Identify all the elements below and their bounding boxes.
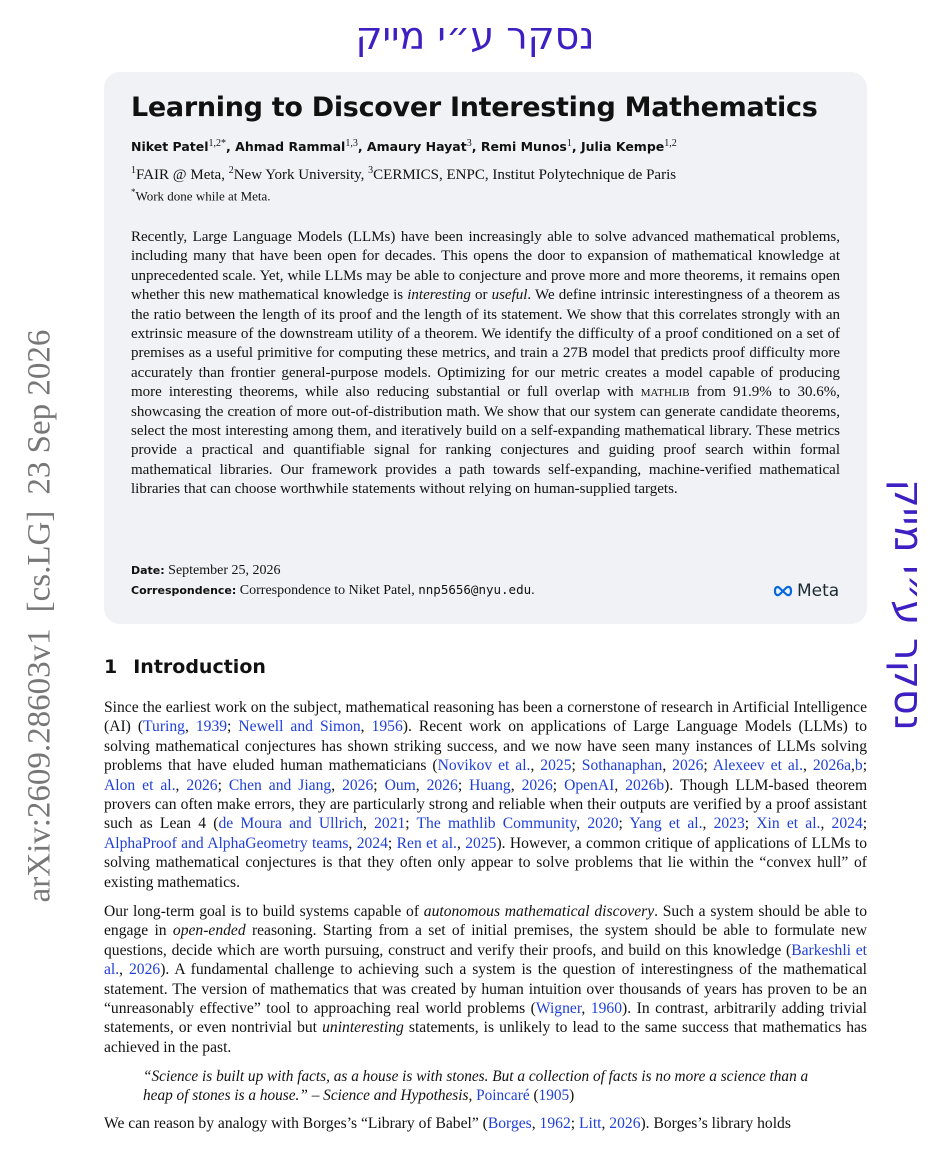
correspondence-text: Correspondence to Niket Patel, (239, 583, 419, 598)
affiliation-marker: 3 (368, 165, 374, 176)
author-affiliation-marker: 1,2* (208, 138, 227, 149)
arxiv-date: 23 Sep 2026 (21, 329, 58, 495)
author-list (131, 138, 677, 154)
author-name: Ahmad Rammal (235, 139, 346, 155)
meta-infinity-icon (772, 584, 794, 598)
date-line (131, 563, 281, 579)
citation-link[interactable]: Yang et al. (629, 815, 703, 833)
date-label: Date: (131, 564, 165, 577)
abstract-text: Recently, Large Language Models (LLMs) have been increasingly able to solve advanced mathematical problems, including many that have been open for decades. This opens the door to expansion of mathematical knowledge at unprecedented scale. Yet, while LLMs may be able to conjecture and prove more and more theorems, it remains open whether this new mathematical knowledge is interesting or useful. We define intrinsic interestingness of a theorem as the ratio between the length of its proof and the length of its statement. We show that this correlates strongly with an extrinsic measure of the downstream utility of a theorem. We identify the difficulty of a proof conditioned on a set of premises as a useful primitive for computing these metrics, and train a 27B model that predicts proof difficulty more accurately than frontier general-purpose models. Optimizing for our metric creates a model capable of producing more interesting theorems, while also reducing substantial or full overlap with mathlib from 91.9% to 30.6%, showcasing the creation of more out-of-distribution math. We show that our system can generate candidate theorems, select the most interesting among them, and iteratively build on a self-expanding mathematical library. These metrics provide a practical and quantifiable signal for ranking conjectures and guiding proof search within formal mathematical libraries. Our framework provides a path towards self-expanding, machine-verified mathematical libraries that can choose worthwhile statements without relying on human-supplied targets. (131, 229, 840, 498)
author-separator: , (471, 139, 481, 155)
citation-link[interactable]: 2026a (812, 757, 851, 775)
correspondence-email[interactable]: nnp5656@nyu.edu (418, 582, 532, 597)
affiliation: New York University, (233, 167, 369, 183)
arxiv-identifier-sidebar (22, 314, 59, 903)
citation-link[interactable]: Litt (578, 1115, 602, 1132)
citation-link[interactable]: 2023 (713, 815, 745, 833)
author-affiliation-marker: 3 (466, 138, 472, 149)
paragraph: Our long-term goal is to build systems capable of autonomous mathematical discovery. Such a system should be able to engage in open-ended reasoning. Starting from a set of initial premises, the system should be able to formulate new questions, decide which are worth pursuing, construct and verify their proofs, and build on this knowledge (Barkeshli et al., 2026). A fundamental challenge to achieving such a system is the question of interestingness of the mathematical statement. The version of mathematics that was created by human intuition over thousands of years has proven to be an “unreasonably effective” tool to approaching real world problems (Wigner, 1960). In contrast, arbitrarily adding trivial statements, or even nontrivial but uninteresting statements, is unlikely to lead to the same success that mathematics has achieved in the past. (104, 903, 868, 1056)
affiliations (131, 165, 676, 184)
citation-link[interactable]: Newell and Simon (238, 718, 361, 736)
arxiv-category: [cs.LG] (21, 510, 58, 613)
paper-title: Learning to Discover Interesting Mathematics (131, 92, 818, 123)
citation-link[interactable]: 2025 (540, 757, 572, 775)
citation-link[interactable]: Ren et al. (396, 834, 457, 852)
citation-link[interactable]: Alon et al. (104, 776, 176, 794)
author-separator: , (226, 139, 236, 155)
section-heading (104, 656, 266, 678)
note-marker: * (131, 187, 136, 197)
citation-link[interactable]: Xin et al. (756, 815, 821, 833)
citation-link[interactable]: 2025 (465, 834, 497, 852)
citation-link[interactable]: 2026 (426, 776, 458, 794)
citation-link[interactable]: Sothanaphan (581, 757, 663, 775)
review-stamp-side: נסקר ע״י מייק (885, 479, 931, 731)
author-name: Amaury Hayat (366, 139, 467, 155)
citation-link[interactable]: 2026b (625, 776, 665, 794)
citation-link[interactable]: 1960 (590, 1000, 623, 1018)
author-affiliation-marker: 1,2 (664, 138, 677, 149)
citation-link[interactable]: 1962 (539, 1115, 571, 1132)
citation-link[interactable]: The mathlib Community (416, 815, 577, 833)
author-note (131, 187, 271, 204)
citation-link[interactable]: 2026 (672, 757, 704, 775)
correspondence-label: Correspondence: (131, 584, 237, 597)
citation-link[interactable]: 2024 (356, 834, 388, 852)
paragraph: We can reason by analogy with Borges’s “Library of Babel” (Borges, 1962; Litt, 2026). Borges’s library holds (104, 1115, 791, 1132)
citation-link[interactable]: AlphaProof and AlphaGeometry teams (104, 834, 349, 852)
author-name: Niket Patel (131, 139, 209, 155)
review-stamp-top: נסקר ע״י מייק (355, 14, 595, 58)
citation-link[interactable]: Poincaré (476, 1087, 530, 1105)
affiliation: CERMICS, ENPC, Institut Polytechnique de Paris (373, 167, 677, 183)
citation-link[interactable]: 2024 (831, 815, 863, 833)
citation-link[interactable]: 2026 (342, 776, 374, 794)
affiliation-marker: 2 (228, 165, 234, 176)
author-affiliation-marker: 1,3 (345, 138, 358, 149)
epigraph-quote: “Science is built up with facts, as a house is with stones. But a collection of facts is no more a science than a heap of stones is a house.” – Science and Hypothesis, Poincaré (1905) (143, 1068, 809, 1105)
citation-link[interactable]: 1939 (195, 718, 228, 736)
citation-link[interactable]: Chen and Jiang (228, 776, 332, 794)
citation-link[interactable]: Alexeev et al. (712, 757, 804, 775)
citation-link[interactable]: 1956 (371, 718, 403, 736)
author-name: Julia Kempe (580, 139, 665, 155)
author-name: Remi Munos (480, 139, 567, 155)
citation-link[interactable]: Huang (469, 776, 511, 794)
citation-link[interactable]: Wigner (535, 1000, 582, 1018)
correspondence-line: Correspondence: Correspondence to Niket Patel, nnp5656@nyu.edu. (131, 582, 535, 598)
citation-link[interactable]: 2021 (374, 815, 406, 833)
author-separator: , (571, 139, 581, 155)
citation-link[interactable]: 2026 (609, 1115, 641, 1132)
citation-link[interactable]: b (854, 757, 863, 775)
meta-logo (772, 581, 839, 601)
citation-link[interactable]: Turing (143, 718, 185, 736)
meta-logo-text: Meta (797, 581, 840, 601)
section-title: Introduction (133, 656, 266, 678)
citation-link[interactable]: 2026 (129, 961, 161, 979)
citation-link[interactable]: Barkeshli et al. (104, 941, 867, 979)
citation-link[interactable]: OpenAI (564, 776, 615, 794)
citation-link[interactable]: Oum (384, 776, 416, 794)
note-text: Work done while at Meta. (135, 188, 271, 204)
citation-link[interactable]: 2020 (587, 815, 619, 833)
citation-link[interactable]: 2026 (186, 776, 218, 794)
paragraph: Since the earliest work on the subject, mathematical reasoning has been a cornerstone of research in Artificial Intelligence (AI) (Turing, 1939; Newell and Simon, 1956). Recent work on applications of Large Language Models (LLMs) to solving mathematical conjectures has shown striking success, and we now have seen many instances of LLMs solving problems that have eluded human mathematicians (Novikov et al., 2025; Sothanaphan, 2026; Alexeev et al., 2026a,b; Alon et al., 2026; Chen and Jiang, 2026; Oum, 2026; Huang, 2026; OpenAI, 2026b). Though LLM-based theorem provers can often make errors, they are particularly strong and reliable when their outputs are verified by a proof assistant such as Lean 4 (de Moura and Ullrich, 2021; The mathlib Community, 2020; Yang et al., 2023; Xin et al., 2024; AlphaProof and AlphaGeometry teams, 2024; Ren et al., 2025). However, a common critique of applications of LLMs to solving mathematical conjectures is that they often only appear to solve problems that lie within the “convex hull” of existing mathematics. (104, 699, 868, 891)
citation-link[interactable]: 2026 (521, 776, 553, 794)
citation-link[interactable]: 1905 (538, 1087, 570, 1105)
citation-link[interactable]: de Moura and Ullrich (218, 815, 363, 833)
section-number: 1 (104, 656, 118, 678)
citation-link[interactable]: Borges (487, 1115, 532, 1132)
author-affiliation-marker: 1 (566, 138, 572, 149)
date-value: September 25, 2026 (168, 563, 281, 578)
affiliation-marker: 1 (131, 165, 136, 176)
author-separator: , (357, 139, 367, 155)
citation-link[interactable]: Novikov et al. (437, 757, 531, 775)
affiliation: FAIR @ Meta, (136, 167, 229, 183)
arxiv-id: arXiv:2609.28603v1 (21, 628, 58, 903)
